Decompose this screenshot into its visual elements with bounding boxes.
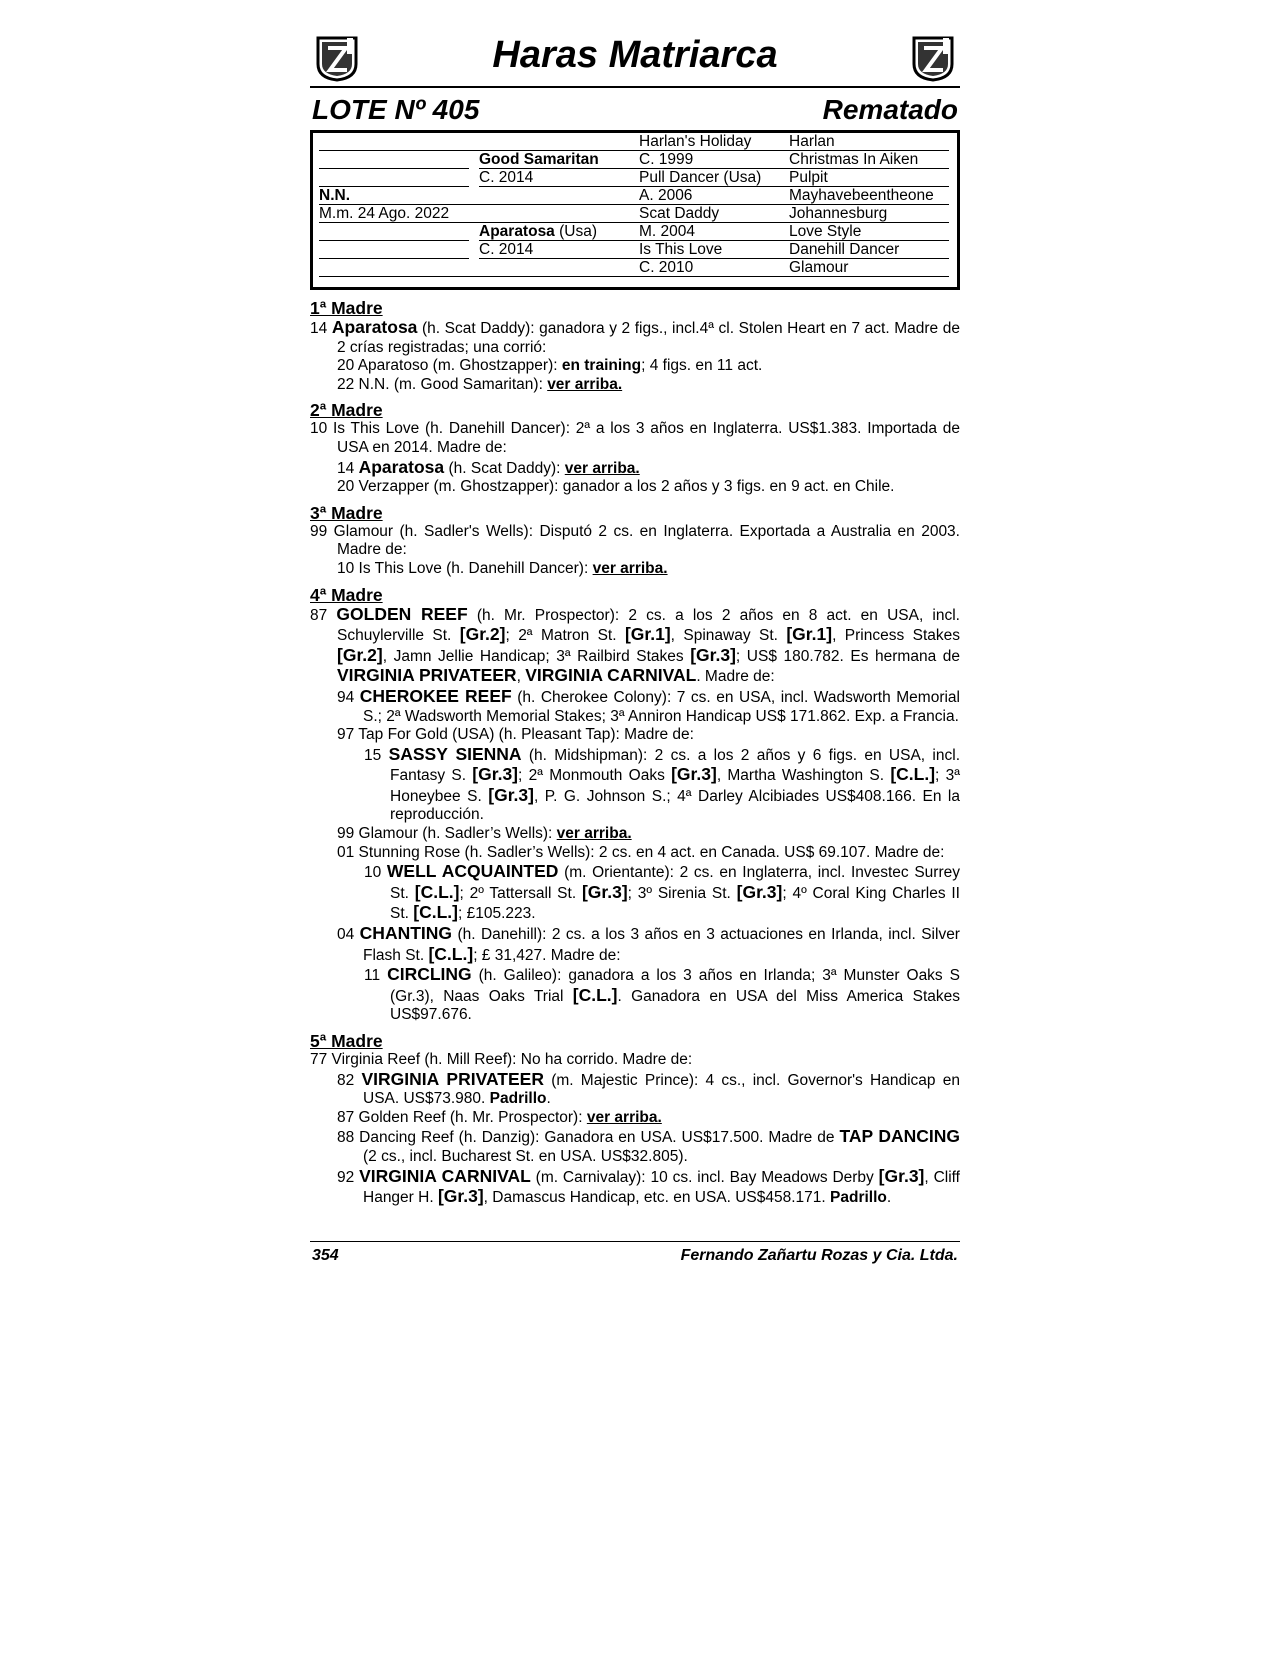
sire-sire: Harlan's Holiday — [639, 133, 789, 151]
g3-2: Pulpit — [789, 169, 949, 187]
g3-4: Johannesburg — [789, 205, 949, 223]
produce-entry: 82 VIRGINIA PRIVATEER (m. Majestic Prince): 4 cs., incl. Governor's Handicap en USA. US$73.980. Padrillo. — [337, 1068, 960, 1108]
dam-name: Aparatosa (Usa) — [479, 223, 639, 241]
produce-entry: 04 CHANTING (h. Danehill): 2 cs. a los 3 años en 3 actuaciones en Irlanda, incl. Silver Flash St. [C.L.]; £ 31,427. Madre de: — [337, 923, 960, 964]
lot-number: LOTE Nº 405 — [312, 94, 480, 125]
lot-status: Rematado — [822, 94, 958, 125]
dam-dam: Is This Love — [639, 241, 789, 259]
page-number: 354 — [312, 1247, 339, 1264]
produce-entry: 22 N.N. (m. Good Samaritan): ver arriba. — [337, 375, 623, 393]
subject-info: M.m. 24 Ago. 2022 — [319, 205, 639, 223]
subject-name: N.N. — [319, 187, 639, 205]
g3-6: Danehill Dancer — [789, 241, 949, 259]
produce-entry: 10 Is This Love (h. Danehill Dancer): ver arriba. — [337, 559, 668, 577]
dam-entry: 87 GOLDEN REEF (h. Mr. Prospector): 2 cs. a los 2 años en 8 act. en USA, incl. Schuylerville St. [Gr.2]; 2ª Matron St. [Gr.1], Spinaway St. [Gr.1], Princess Stakes [Gr.2], Jamn Jellie Handicap; 3ª Railbird Stakes [Gr.3]; US$ 180.782. Es hermana de VIRGINIA PRIVATEER, VIRGINIA CARNIVAL. Madre de: — [310, 603, 960, 686]
produce-entry: 99 Glamour (h. Sadler’s Wells): ver arriba. — [337, 825, 632, 843]
g3-5: Love Style — [789, 223, 949, 241]
lot-header — [310, 90, 960, 130]
section-heading: 2ª Madre — [310, 400, 383, 421]
section-heading: 5ª Madre — [310, 1031, 383, 1051]
section-heading: 3ª Madre — [310, 502, 383, 523]
dam-sire-info: M. 2004 — [639, 223, 789, 241]
produce-entry: 92 VIRGINIA CARNIVAL (m. Carnivalay): 10 cs. incl. Bay Meadows Derby [Gr.3], Cliff Hanger H. [Gr.3], Damascus Handicap, etc. en USA. US$458.171. Padrillo. — [337, 1165, 960, 1207]
sire-info: C. 2014 — [479, 169, 639, 187]
sire-dam-info: A. 2006 — [639, 187, 789, 205]
zanartu-logo-icon — [910, 34, 956, 82]
produce-entry: 94 CHEROKEE REEF (h. Cherokee Colony): 7 cs. en USA, incl. Wadsworth Memorial S.; 2ª Wadsworth Memorial Stakes; 3ª Anniron Handicap US$ 171.862. Exp. a Francia. — [337, 685, 960, 725]
dam-entry: 77 Virginia Reef (h. Mill Reef): No ha corrido. Madre de: — [310, 1051, 693, 1068]
produce-entry: 15 SASSY SIENNA (h. Midshipman): 2 cs. a los 2 años y 6 figs. en USA, incl. Fantasy S. [Gr.3]; 2ª Monmouth Oaks [Gr.3], Martha Washington S. [C.L.]; 3ª Honeybee S. [Gr.3], P. G. Johnson S.; 4ª Darley Alcibiades US$408.166. En la reproducción. — [364, 743, 960, 824]
produce-entry: 88 Dancing Reef (h. Danzig): Ganadora en USA. US$17.500. Madre de TAP DANCING (2 cs., incl. Bucharest St. en USA. US$32.805). — [337, 1126, 960, 1165]
dam-sire: Scat Daddy — [639, 205, 789, 223]
section-heading: 1ª Madre — [310, 298, 383, 318]
produce-entry: 14 Aparatosa (h. Scat Daddy): ver arriba. — [337, 456, 640, 477]
g3-0: Harlan — [789, 133, 949, 151]
sire-name: Good Samaritan — [479, 151, 639, 169]
produce-entry: 01 Stunning Rose (h. Sadler’s Wells): 2 cs. en 4 act. en Canada. US$ 69.107. Madre de: — [337, 843, 945, 861]
pedigree-table — [310, 130, 960, 290]
dam-entry: 14 Aparatosa (h. Scat Daddy): ganadora y 2 figs., incl.4ª cl. Stolen Heart en 7 act. Madre de 2 crías registradas; una corrió: — [310, 317, 960, 356]
g3-1: Christmas In Aiken — [789, 151, 949, 169]
dam-entry: 10 Is This Love (h. Danehill Dancer): 2ª a los 3 años en Inglaterra. US$1.383. Importada de USA en 2014. Madre de: — [310, 420, 960, 456]
produce-entry: 20 Aparatoso (m. Ghostzapper): en training; 4 figs. en 11 act. — [337, 357, 763, 375]
section-heading: 4ª Madre — [310, 584, 383, 605]
dam-dam-info: C. 2010 — [639, 259, 789, 277]
g3-7: Glamour — [789, 259, 949, 277]
dam-line-text — [310, 298, 960, 1208]
dam-info: C. 2014 — [479, 241, 639, 259]
dam-entry: 99 Glamour (h. Sadler's Wells): Disputó 2 cs. en Inglaterra. Exportada a Australia en 2003. Madre de: — [310, 522, 960, 559]
page-header — [310, 30, 960, 88]
produce-entry: 20 Verzapper (m. Ghostzapper): ganador a los 2 años y 3 figs. en 9 act. en Chile. — [337, 478, 895, 496]
page-footer — [310, 1241, 960, 1272]
g3-3: Mayhavebeentheone — [789, 187, 949, 205]
sire-dam: Pull Dancer (Usa) — [639, 169, 789, 187]
produce-entry: 11 CIRCLING (h. Galileo): ganadora a los 3 años en Irlanda; 3ª Munster Oaks S (Gr.3), Naas Oaks Trial [C.L.]. Ganadora en USA del Miss America Stakes US$97.676. — [364, 964, 960, 1024]
company-name: Fernando Zañartu Rozas y Cia. Ltda. — [680, 1247, 958, 1264]
produce-entry: 10 WELL ACQUAINTED (m. Orientante): 2 cs. en Inglaterra, incl. Investec Surrey St. [C.L.]; 2º Tattersall St. [Gr.3]; 3º Sirenia St. [Gr.3]; 4º Coral King Charles II St. [C.L.]; £105.223. — [364, 861, 960, 923]
stud-farm-title: Haras Matriarca — [492, 34, 778, 76]
sire-sire-info: C. 1999 — [639, 151, 789, 169]
catalog-page — [310, 30, 960, 1208]
produce-entry: 97 Tap For Gold (USA) (h. Pleasant Tap): Madre de: — [337, 726, 694, 744]
produce-entry: 87 Golden Reef (h. Mr. Prospector): ver arriba. — [337, 1108, 662, 1126]
